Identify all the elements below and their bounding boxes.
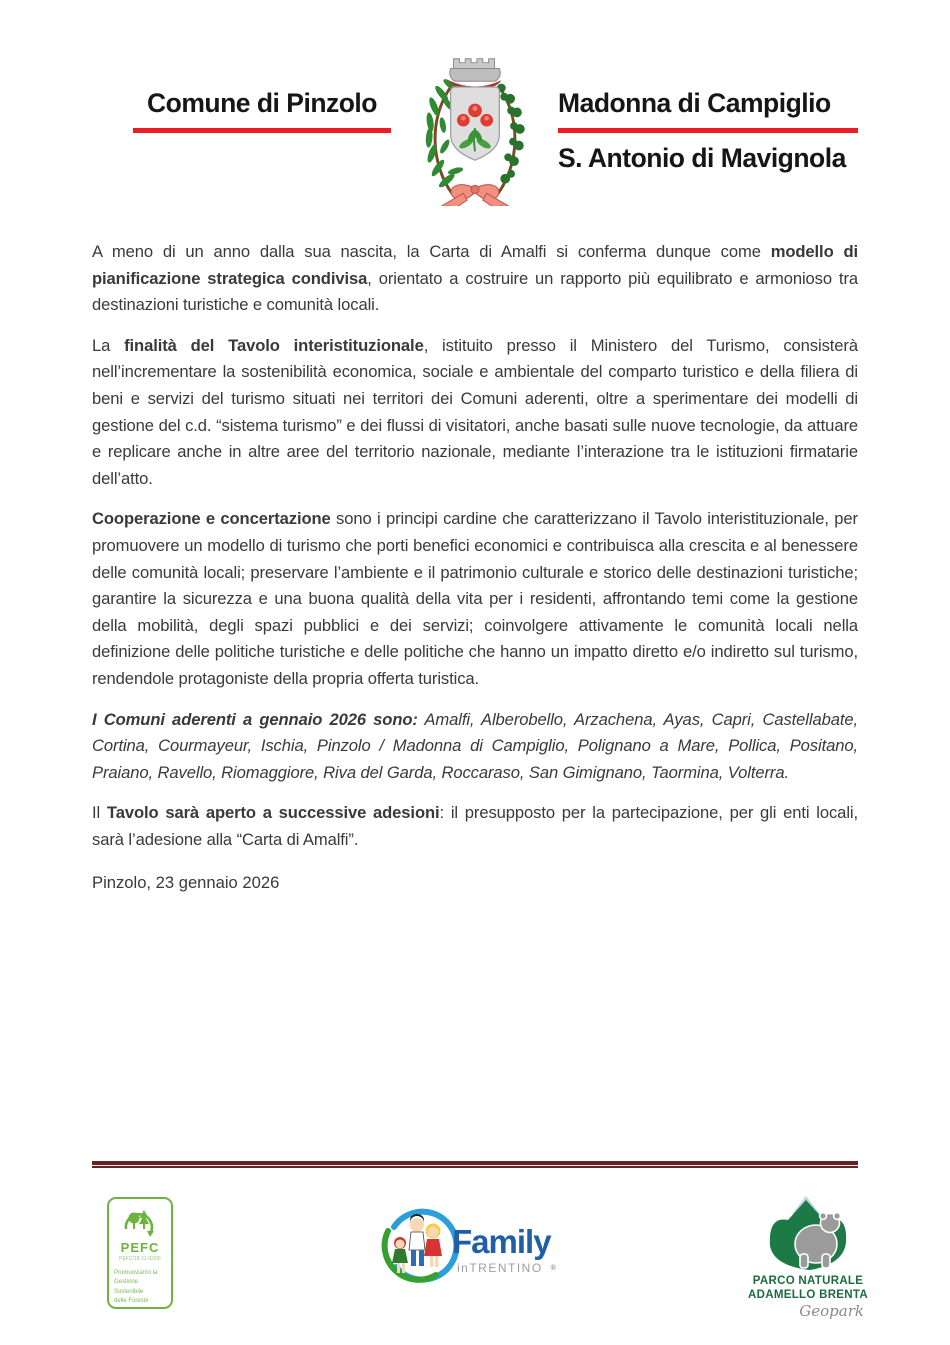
red-underline: [558, 128, 858, 133]
pefc-title: PEFC: [120, 1240, 160, 1255]
letterhead-right: [558, 88, 858, 175]
pinzolo-coat-of-arms-icon: [401, 50, 549, 206]
parco-title-line2: ADAMELLO BRENTA: [748, 1289, 868, 1302]
paragraph: Cooperazione e concertazione sono i principi cardine che caratterizzano il Tavolo interistituzionale, per promuovere un modello di turismo che porti benefici economici e contribuisca alla crescita e al benessere delle comunità locali; preservare l’ambiente e il patrimonio culturale e storico delle destinazioni turistiche; garantire la sicurezza e una buona qualità della vita per i residenti, affrontando temi come la gestione della mobilità, degli spazi pubblici e dei servizi; coinvolgere attivamente le comunità locali nella definizione delle politiche turistiche e delle politiche che hanno un impatto diretto e/o indiretto sul turismo, rendendole protagoniste della propria offerta turistica.: [92, 509, 858, 688]
pefc-cert-code: PEFC/18-21-02/05: [119, 1256, 161, 1262]
paragraph: A meno di un anno dalla sua nascita, la Carta di Amalfi si conferma dunque come modello di pianificazione strategica condivisa, orientato a costruire un rapporto più equilibrato e armonioso tra destinazioni turistiche e comunità locali.: [92, 242, 858, 315]
pefc-tagline: Promuoviamo la Gestione Sostenibile delle Foreste: [114, 1270, 158, 1304]
dateline: Pinzolo, 23 gennaio 2026: [92, 873, 280, 892]
family-in-trentino-logo: [378, 1203, 563, 1298]
pefc-trees-icon: [120, 1205, 160, 1239]
locality-title-campiglio: Madonna di Campiglio: [558, 88, 831, 118]
family-figures-icon: [378, 1203, 460, 1289]
registered-mark: ®: [550, 1265, 558, 1273]
parco-title-line1: PARCO NATURALE: [752, 1275, 864, 1287]
family-title: Family: [452, 1223, 551, 1260]
document-body: [92, 239, 858, 867]
parco-adamello-brenta-logo: [748, 1190, 868, 1320]
mountains-bear-icon: [764, 1190, 852, 1274]
parco-geopark-label: Geopark: [799, 1301, 864, 1320]
municipality-title: Comune di Pinzolo: [147, 88, 377, 118]
family-subtitle: inTRENTINO ®: [457, 1261, 558, 1275]
pefc-logo: [107, 1197, 173, 1309]
paragraph: Il Tavolo sarà aperto a successive adesioni: il presupposto per la partecipazione, per gli enti locali, sarà l’adesione alla “Carta di Amalfi”.: [92, 803, 858, 849]
paragraph: I Comuni aderenti a gennaio 2026 sono: Amalfi, Alberobello, Arzachena, Ayas, Capri, Castellabate, Cortina, Courmayeur, Ischia, Pinzolo / Madonna di Campiglio, Polignano a Mare, Pollica, Positano, Praiano, Ravello, Riomaggiore, Riva del Garda, Roccaraso, San Gimignano, Taormina, Volterra.: [92, 709, 859, 782]
family-wordmark: [452, 1225, 562, 1275]
red-underline: [133, 128, 391, 133]
locality-title-mavignola: S. Antonio di Mavignola: [558, 142, 846, 173]
letterhead-left: [133, 88, 391, 133]
footer-divider: [92, 1161, 858, 1168]
paragraph: La finalità del Tavolo interistituzionale, istituito presso il Ministero del Turismo, consisterà nell’incrementare la sostenibilità economica, sociale e ambientale del comparto turistico e della filiera di beni e servizi del turismo situati nei territori dei Comuni aderenti, oltre a sperimentare dei modelli di gestione del c.d. “sistema turismo” e dei flussi di visitatori, anche basati sulle nuove tecnologie, da attuare e replicare anche in altre aree del territorio nazionale, mediante l’interazione tra le istituzioni firmatarie dell’atto.: [92, 335, 858, 488]
